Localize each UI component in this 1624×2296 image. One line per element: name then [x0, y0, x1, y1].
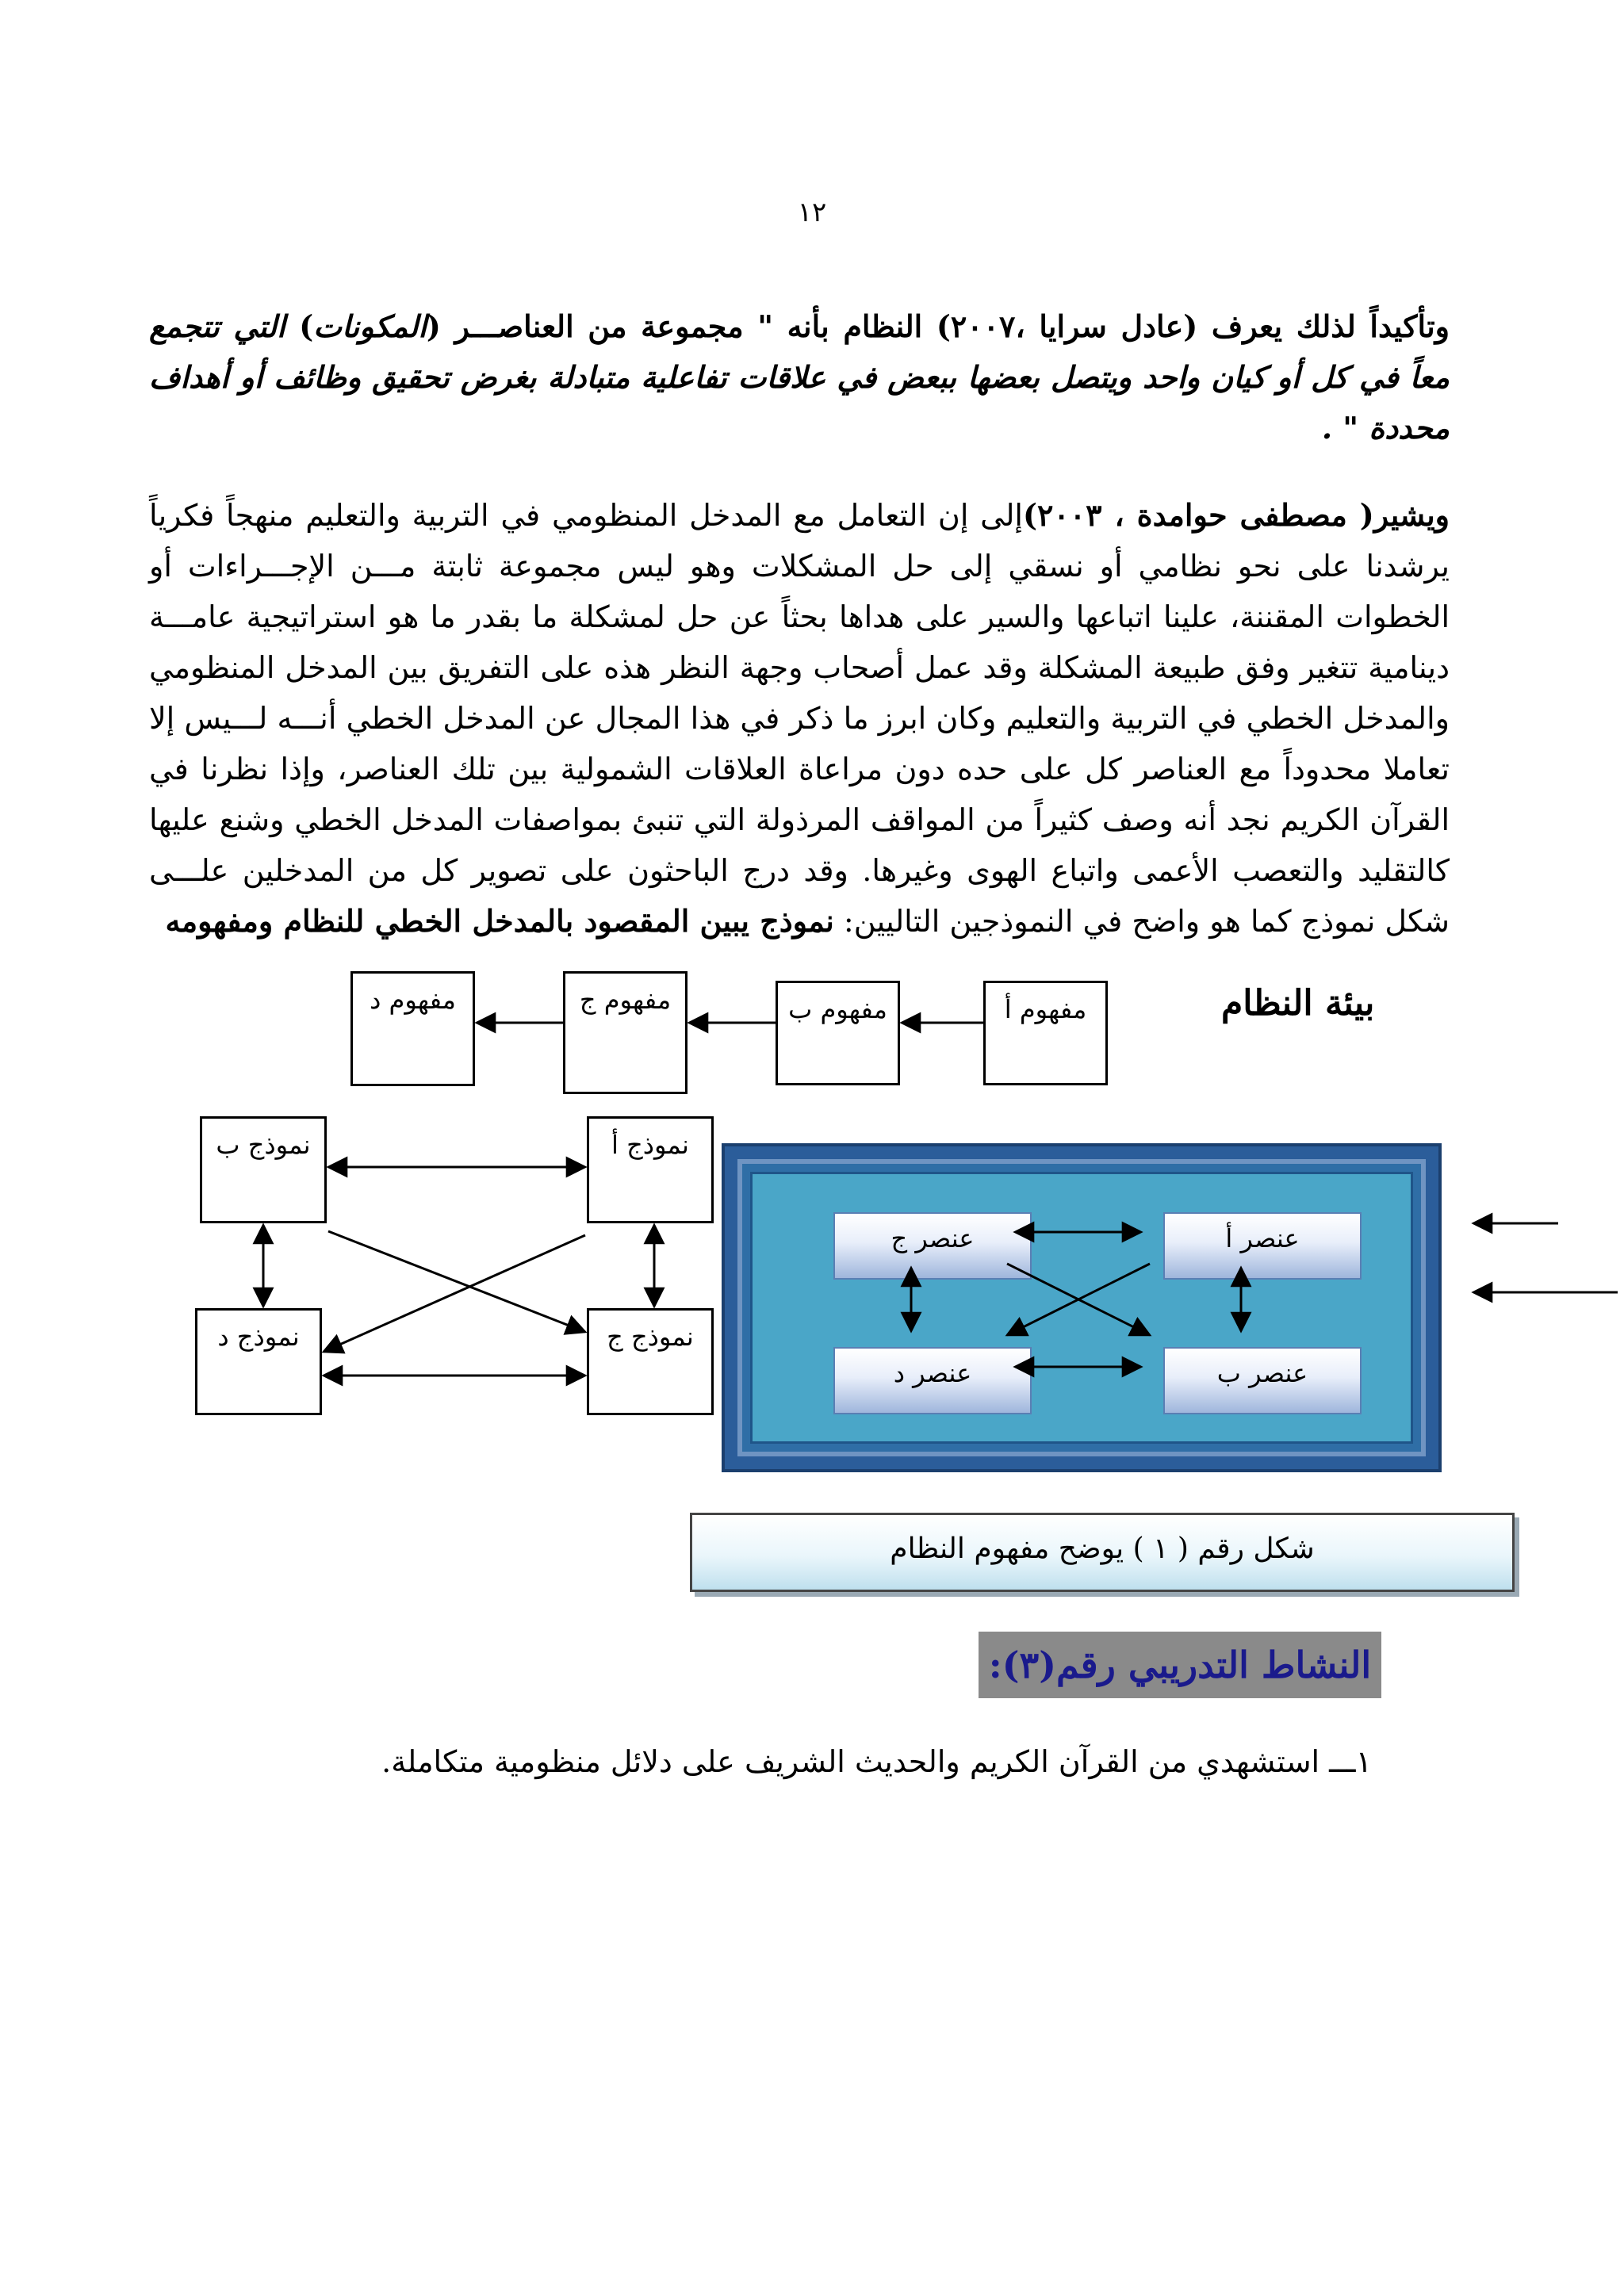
model-label-d: نموذج د	[217, 1322, 300, 1352]
system-environment-label: بيئة النظام	[1221, 983, 1375, 1024]
training-activity-title: النشاط التدريبي رقم(٣):	[988, 1644, 1372, 1686]
definition-bold-text: وتأكيداً لذلك يعرف (عادل سرايا ،٢٠٠٧) النظام بأنه " مجموعة من العناصـــر (	[426, 308, 1450, 344]
definition-components-term: المكونات	[313, 308, 427, 344]
concept-label-b: مفهوم ب	[788, 994, 887, 1024]
element-label-d: عنصر د	[893, 1358, 972, 1388]
activity-question: ١ـــ استشهدي من القرآن الكريم والحديث الشريف على دلائل منظومية متكاملة.	[381, 1744, 1372, 1779]
arrow-model-b-c	[328, 1231, 585, 1332]
paragraph-body: إلى إن التعامل مع المدخل المنظومي في التربية والتعليم منهجاً فكرياً يرشدنا على نحو نظامي أو نسقي إلى حل المشكلات وهو ليس مجموعة ثابتة مـــن الإجـــراءات أو الخطوات المقننة، علينا اتباعها والسير على هداها بحثاً عن حل لمشكلة ما بقدر ما هو استراتيجية عامـــة دينامية تتغير وفق طبيعة المشكلة وقد عمل أصحاب وجهة النظر هذه على التفريق بين المدخل المنظومي والمدخل الخطي في التربية والتعليم وكان ابرز ما ذكر في هذا المجال عن المدخل الخطي أنـــه لـــيس إلا تعاملا محدوداً مع العناصر كل على حده دون مراعاة العلاقات الشمولية بين تلك العناصر، وإذا نظرنا في القرآن الكريم نجد أنه وصف كثيراً من المواقف المرذولة التي تنبئ بمواصفات المدخل الخطي وشنع عليها كالتقليد والتعصب الأعمى واتباع الهوى وغيرها. وقد درج الباحثون على تصوير كل من المدخلين علـــى شكل نموذج كما هو واضح في النموذجين التاليين:	[149, 498, 1450, 939]
linear-model-heading: نموذج يبين المقصود بالمدخل الخطي للنظام ومفهومه	[165, 903, 834, 939]
training-activity-banner	[979, 1632, 1381, 1698]
figure-caption: شكل رقم ( ١ ) يوضح مفهوم النظام	[890, 1533, 1315, 1565]
element-label-c: عنصر ج	[891, 1223, 975, 1253]
figure-caption-box	[690, 1513, 1515, 1592]
definition-bracket: )	[285, 308, 314, 344]
model-label-a: نموذج أ	[611, 1130, 689, 1160]
element-label-b: عنصر ب	[1216, 1358, 1308, 1388]
element-label-a: عنصر أ	[1225, 1223, 1300, 1253]
concept-label-d: مفهوم د	[370, 985, 456, 1015]
model-label-c: نموذج ج	[607, 1322, 694, 1352]
model-label-b: نموذج ب	[216, 1130, 311, 1160]
concept-label-a: مفهوم أ	[1004, 994, 1087, 1024]
concept-label-c: مفهوم ج	[579, 985, 672, 1015]
arrow-model-c-b-cross	[324, 1235, 585, 1352]
citation-hawamdeh: ويشير( مصطفى حوامدة ، ٢٠٠٣)	[1022, 497, 1450, 533]
page-number: ١٢	[797, 197, 827, 228]
definition-italic-text: التي تتجمع معاً في كل أو كيان واحد ويتصل بعضها ببعض في علاقات تفاعلية متبادلة بغرض تحقيق وظائف أو أهداف محددة " .	[149, 308, 1450, 446]
